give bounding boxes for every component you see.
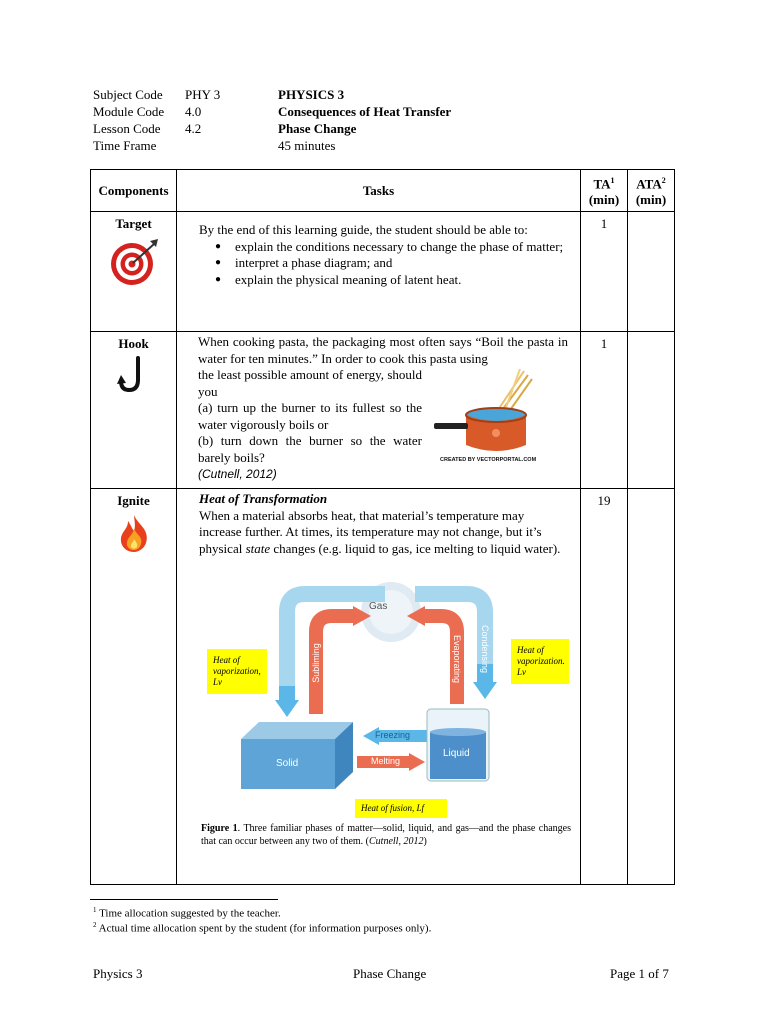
label-subliming: Subliming <box>311 643 321 683</box>
label-melting: Melting <box>371 756 401 766</box>
header-code <box>185 137 278 154</box>
hook-label: Hook <box>118 336 149 351</box>
note-heat-fusion: Heat of fusion, Lf <box>355 799 447 818</box>
footer-page-number: Page 1 of 7 <box>610 966 669 981</box>
hook-option-b: (b) turn down the burner so the water barely boils? <box>198 433 422 465</box>
table-header-row <box>91 170 675 212</box>
fish-hook-icon <box>114 354 154 394</box>
footer-left: Physics 3 <box>93 966 143 981</box>
target-ata <box>628 212 675 332</box>
lesson-header <box>93 86 451 154</box>
lesson-table <box>90 169 675 885</box>
ignite-text-2: changes (e.g. liquid to gas, ice melting to liquid water). <box>270 540 561 556</box>
flame-icon <box>116 513 152 553</box>
hook-option-a: (a) turn up the burner to its fullest so the water vigorously boils or <box>198 400 422 432</box>
col-components: Components <box>91 170 177 212</box>
note-heat-vaporization-right: Heat of vaporization. Lv <box>511 639 569 684</box>
ignite-row <box>91 489 675 885</box>
ignite-task-cell <box>177 489 581 885</box>
header-value: PHYSICS 3 <box>278 87 345 102</box>
label-gas: Gas <box>369 601 388 612</box>
header-value: Consequences of Heat Transfer <box>278 104 452 119</box>
header-row-timeframe <box>93 137 451 154</box>
hook-wrap <box>177 367 580 483</box>
ta-unit: (min) <box>588 192 620 208</box>
hook-text-top: When cooking pasta, the packaging most often says “Boil the pasta in water for ten minutes.” In order to cook this pasta using <box>198 334 568 366</box>
target-task-cell <box>177 212 581 332</box>
col-tasks: Tasks <box>177 170 581 212</box>
figure-caption-text: . Three familiar phases of matter—solid, liquid, and gas—and the phase changes that can occur between any two of them. ( <box>201 823 571 847</box>
header-label: Lesson Code <box>93 121 161 136</box>
header-value: 45 minutes <box>278 138 336 153</box>
target-intro: By the end of this learning guide, the student should be able to: <box>199 222 528 237</box>
image-credit: CREATED BY VECTORPORTAL.COM <box>440 457 537 463</box>
hook-task-cell <box>177 332 581 489</box>
hook-citation: (Cutnell, 2012) <box>198 467 277 481</box>
figure-label: Figure 1 <box>201 823 238 834</box>
figure-caption <box>177 822 583 848</box>
ignite-ata <box>628 489 675 885</box>
ta-label: TA <box>593 176 611 192</box>
ignite-label: Ignite <box>117 493 150 508</box>
target-label: Target <box>115 216 152 231</box>
footnote-2 <box>93 921 431 935</box>
hook-ata <box>628 332 675 489</box>
pasta-pot-icon <box>434 369 554 459</box>
target-component-cell <box>91 212 177 332</box>
ta-footnote-ref: 1 <box>610 175 615 185</box>
label-solid: Solid <box>276 758 299 769</box>
ata-footnote-ref: 2 <box>661 175 666 185</box>
footnote-text: Actual time allocation spent by the student (for information purposes only). <box>98 922 432 935</box>
label-condensing-right: Condensing <box>480 624 490 674</box>
ignite-paragraph <box>177 508 580 558</box>
phase-diagram <box>195 574 575 814</box>
hook-component-cell <box>91 332 177 489</box>
objectives-list <box>187 239 580 289</box>
target-ta: 1 <box>581 212 628 332</box>
header-value: Phase Change <box>278 121 357 136</box>
hook-text-wrap: the least possible amount of energy, should you <box>198 367 422 399</box>
header-label: Module Code <box>93 104 165 119</box>
objective-item: ● interpret a phase diagram; and <box>215 255 580 272</box>
header-row-module <box>93 103 451 120</box>
label-evaporating: Evaporating <box>452 634 462 684</box>
figure-citation: Cutnell, 2012 <box>369 836 424 847</box>
footnote-number: 2 <box>93 921 97 929</box>
header-code: 4.0 <box>185 104 202 119</box>
note-heat-vaporization-left: Heat of vaporization, Lv <box>207 649 267 694</box>
header-row-lesson <box>93 120 451 137</box>
label-condensing-left: Condensing <box>297 642 307 692</box>
header-label: Subject Code <box>93 87 163 102</box>
header-code: PHY 3 <box>185 87 221 102</box>
ignite-component-cell <box>91 489 177 885</box>
figure-caption-end: ) <box>423 836 427 847</box>
hook-ta: 1 <box>581 332 628 489</box>
hook-row <box>91 332 675 489</box>
ata-label: ATA <box>636 176 662 192</box>
header-code: 4.2 <box>185 121 202 136</box>
footnote-number: 1 <box>93 906 97 914</box>
footnote-1 <box>93 906 281 920</box>
ignite-ta: 19 <box>581 489 628 885</box>
header-row-subject <box>93 86 451 103</box>
pasta-pot-image <box>422 367 580 467</box>
label-freezing: Freezing <box>375 730 411 740</box>
ignite-text-1: When a material absorbs heat, that material’s temperature may increase further. At times, its temperature may not change, but it’s physical <box>199 507 542 556</box>
objective-item: ● explain the physical meaning of latent heat. <box>215 272 580 289</box>
target-row <box>91 212 675 332</box>
ignite-text-state: state <box>245 540 271 556</box>
objective-item: ● explain the conditions necessary to change the phase of matter; <box>215 239 580 256</box>
col-ata <box>628 170 675 212</box>
footnote-text: Time allocation suggested by the teacher. <box>99 907 281 920</box>
footnote-divider <box>90 899 278 900</box>
hook-question <box>177 367 422 483</box>
ata-unit: (min) <box>635 192 667 208</box>
ignite-heading: Heat of Transformation <box>199 491 328 506</box>
col-ta <box>581 170 628 212</box>
label-liquid: Liquid <box>443 748 470 759</box>
target-icon <box>108 236 160 288</box>
header-label: Time Frame <box>93 138 157 153</box>
footer-center: Phase Change <box>353 966 427 981</box>
